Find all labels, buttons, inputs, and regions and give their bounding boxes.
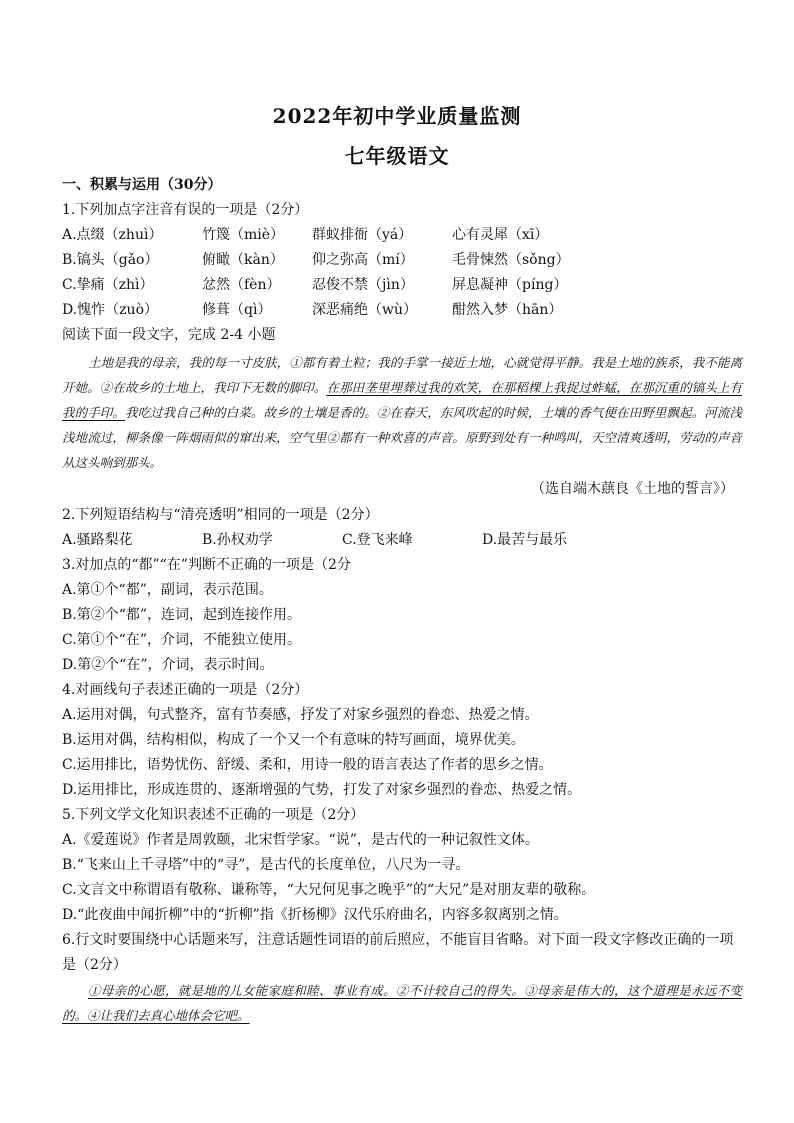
q3-stem: 3.对加点的“都”“在”判断不正确的一项是（2分 xyxy=(62,557,351,573)
q4-option: D.运用排比，形成连贯的、逐渐增强的气势，打发了对家乡强烈的眷恋、热爱之情。 xyxy=(62,782,582,798)
q6-passage xyxy=(62,978,742,1028)
exam-subtitle: 七年级语文 xyxy=(344,144,450,168)
q1-row-c xyxy=(62,273,742,298)
q3-option: A.第①个“都”，副词，表示范围。 xyxy=(62,582,273,598)
q1-cell: 竹篾（miè） xyxy=(202,227,285,243)
reading-passage xyxy=(62,350,742,475)
reading-intro: 阅读下面一段文字，完成 2-4 小题 xyxy=(62,327,276,343)
q4-option: B.运用对偶，结构相似，构成了一个又一个有意味的特写画面，境界优美。 xyxy=(62,732,525,748)
q2-option: C.登飞来峰 xyxy=(342,532,413,548)
q1-cell: 屏息凝神（píng） xyxy=(452,277,568,293)
q1-cell: C.挚痛（zhì） xyxy=(62,277,154,293)
q2-option: A.骚路梨花 xyxy=(62,532,133,548)
q1-cell: 深恶痛绝（wù） xyxy=(312,302,417,318)
q1-cell: 忍俊不禁（jìn） xyxy=(312,277,414,293)
passage-text: 土地是我的母亲，我的每一寸皮肤，①都有着土粒；我的手掌一接近土地，心就觉得平静。我是土地的族系，我不能离开她。②在故乡的土地上，我印下无数的脚印。 xyxy=(62,355,742,395)
q2-stem: 2.下列短语结构与“清亮透明”相同的一项是（2分） xyxy=(62,507,379,523)
q1-cell: B.镐头（gǎo） xyxy=(62,252,159,268)
q1-cell: 群蚁排衙（yá） xyxy=(312,227,413,243)
q4-option: C.运用排比，语势忧伤、舒缓、柔和，用诗一般的语言表达了作者的思乡之情。 xyxy=(62,757,553,773)
q1-cell: 仰之弥高（mí） xyxy=(312,252,414,268)
passage-source: （选自端木蕻良《土地的誓言》） xyxy=(531,481,734,497)
q5-stem: 5.下列文学文化知识表述不正确的一项是（2分） xyxy=(62,807,365,823)
q1-row-b xyxy=(62,248,742,273)
section-heading: 一、积累与运用（30分） xyxy=(62,177,222,193)
exam-title: 2022年初中学业质量监测 xyxy=(272,104,522,128)
q1-cell: A.点缀（zhuì） xyxy=(62,227,163,243)
q5-option: B.“飞来山上千寻塔”中的“寻”，是古代的长度单位，八尺为一寻。 xyxy=(62,857,470,873)
q1-cell: 心有灵犀（xī） xyxy=(452,227,549,243)
q1-cell: D.愧怍（zuò） xyxy=(62,302,158,318)
q6-passage-text: ①母亲的心愿，就是地的儿女能家庭和睦、事业有成。②不计较自己的得失。③母亲是伟大的， xyxy=(88,983,627,998)
q3-option: D.第②个“在”，介词，表示时间。 xyxy=(62,657,274,673)
passage-text: 我吃过我自己种的白菜。故乡的土壤是香的。②在春天，东风吹起的时候，土壤的香气便在田野里飘起。河流浅浅地流过，柳条像一阵烟雨似的窜出来，空气里②都有一种欢喜的声音。原野到处有一种鸣叫，天空清爽透明，劳动的声音从这头响到那头。 xyxy=(62,405,742,470)
q2-option: B.孙权劝学 xyxy=(202,532,273,548)
q1-cell: 修葺（qì） xyxy=(202,302,272,318)
q5-option: C.文言文中称谓语有敬称、谦称等，“大兄何见事之晚乎”的“大兄”是对朋友辈的敬称。 xyxy=(62,882,596,898)
q5-option: D.“此夜曲中闻折柳”中的“折柳”指《折杨柳》汉代乐府曲名，内容多叙离别之情。 xyxy=(62,907,568,923)
q1-row-a xyxy=(62,223,742,248)
q1-cell: 忿然（fèn） xyxy=(202,277,281,293)
q1-row-d xyxy=(62,298,742,323)
underlined-sentence: 在那田垄里埋葬过我的欢笑，在那稻棵上我捉过蚱蜢，在那沉重的镐头上有我的手印。 xyxy=(62,380,742,420)
q2-options xyxy=(62,528,742,553)
q6-underlined-clause: 这个道理是永远不变的 xyxy=(62,983,742,1023)
q3-option: C.第①个“在”，介词，不能独立使用。 xyxy=(62,632,301,648)
q5-option: A.《爱莲说》作者是周敦颐，北宋哲学家。“说”，是古代的一种记叙性文体。 xyxy=(62,832,539,848)
exam-content xyxy=(62,172,742,1028)
q3-option: B.第②个“都”，连词，起到连接作用。 xyxy=(62,607,302,623)
q6-passage-text: 。④让我们去真心地体会它吧。 xyxy=(74,1008,250,1023)
q6-stem: 6.行文时要围绕中心话题来写，注意话题性词语的前后照应，不能盲目省略。对下面一段文字修改正确的一项是（2分） xyxy=(62,932,734,973)
q1-cell: 毛骨悚然（sǒng） xyxy=(452,252,570,268)
q2-option: D.最苦与最乐 xyxy=(482,532,568,548)
q1-cell: 酣然入梦（hān） xyxy=(452,302,563,318)
q1-cell: 俯瞰（kàn） xyxy=(202,252,284,268)
q4-option: A.运用对偶，句式整齐，富有节奏感，抒发了对家乡强烈的眷恋、热爱之情。 xyxy=(62,707,539,723)
q1-stem: 1.下列加点字注音有误的一项是（2分） xyxy=(62,202,309,218)
q4-stem: 4.对画线句子表述正确的一项是（2分） xyxy=(62,682,309,698)
